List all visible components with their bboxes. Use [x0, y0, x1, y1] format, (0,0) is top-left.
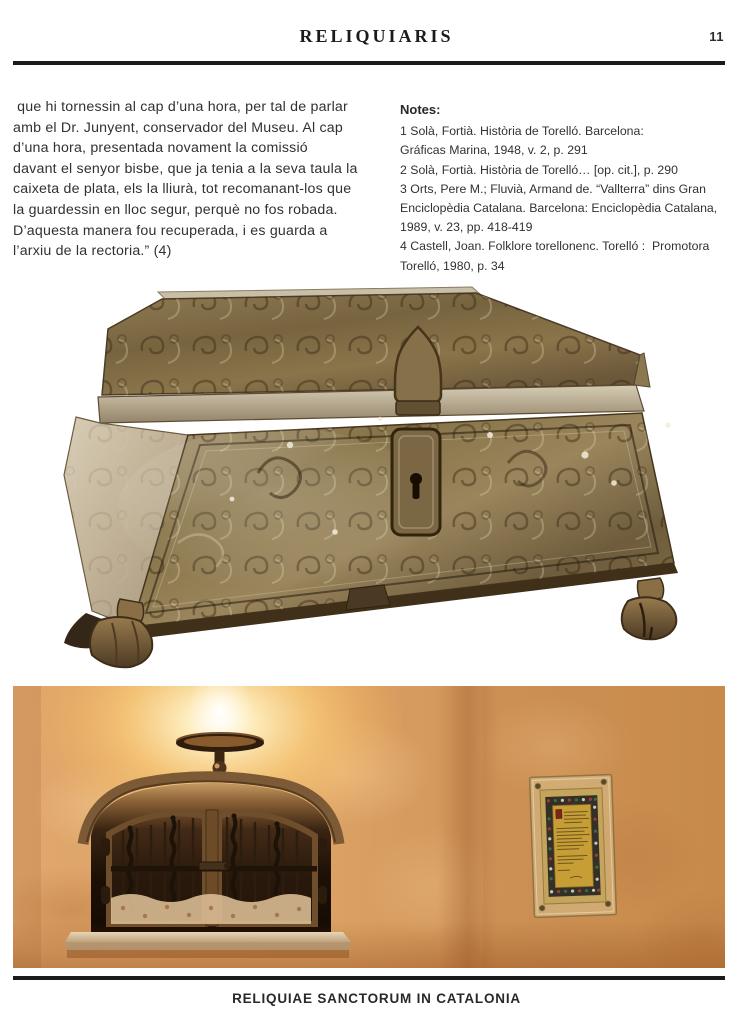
wall-bottom-shadow: [13, 921, 725, 968]
note-line: 4 Castell, Joan. Folklore torellonenc. Torelló : Promotora: [400, 239, 710, 254]
wall-photo: [13, 686, 725, 968]
article-line: d’una hora, presentada novament la comissió: [13, 140, 308, 157]
footer-title: RELIQUIAE SANCTORUM IN CATALONIA: [232, 991, 521, 1006]
article-paragraph: [13, 97, 385, 262]
wall-plaque: [530, 775, 617, 918]
article-line: davant el senyor bisbe, que ja tenia a la seva taula la: [13, 160, 358, 177]
note-line: 1 Solà, Fortià. Història de Torelló. Barcelona:: [400, 124, 644, 139]
note-line: Gráficas Marina, 1948, v. 2, p. 291: [400, 143, 588, 158]
article-line: D’aquesta manera fou recuperada, i es guarda a: [13, 222, 328, 239]
casket-illustration: [28, 283, 710, 678]
notes-heading: Notes:: [400, 102, 441, 117]
header-rule: [13, 61, 725, 65]
notes-section: [400, 100, 735, 276]
article-line: amb el Dr. Junyent, conservador del Museu. Al cap: [13, 119, 343, 136]
note-line: 1989, v. 23, pp. 418-419: [400, 220, 533, 235]
article-line: caixeta de plata, els la lliurà, tot recomanant-los que: [13, 181, 352, 198]
article-line: la guardessin en lloc segur, perquè no fos robada.: [13, 201, 338, 218]
notes-list: [400, 122, 735, 276]
note-line: Torelló, 1980, p. 34: [400, 258, 505, 273]
footer-rule: [13, 976, 725, 980]
page-title: RELIQUIARIS: [299, 26, 454, 46]
article-line: que hi tornessin al cap d’una hora, per tal de parlar: [13, 99, 348, 115]
note-line: 3 Orts, Pere M.; Fluvià, Armand de. “Vallterra” dins Gran: [400, 181, 706, 196]
note-line: 2 Solà, Fortià. Història de Torelló… [op. cit.], p. 290: [400, 162, 678, 177]
casket-lid: [102, 287, 650, 395]
wall-illustration: [13, 686, 725, 968]
casket-photo: [28, 283, 710, 678]
article-line: l’arxiu de la rectoria.” (4): [13, 243, 172, 260]
wall-left-vignette: [13, 686, 41, 968]
note-line: Enciclopèdia Catalana. Barcelona: Enciclopèdia Catalana,: [400, 201, 718, 216]
casket-clasp: [392, 327, 441, 535]
page-number: 11: [709, 29, 724, 44]
illuminated-initial: [556, 809, 562, 818]
